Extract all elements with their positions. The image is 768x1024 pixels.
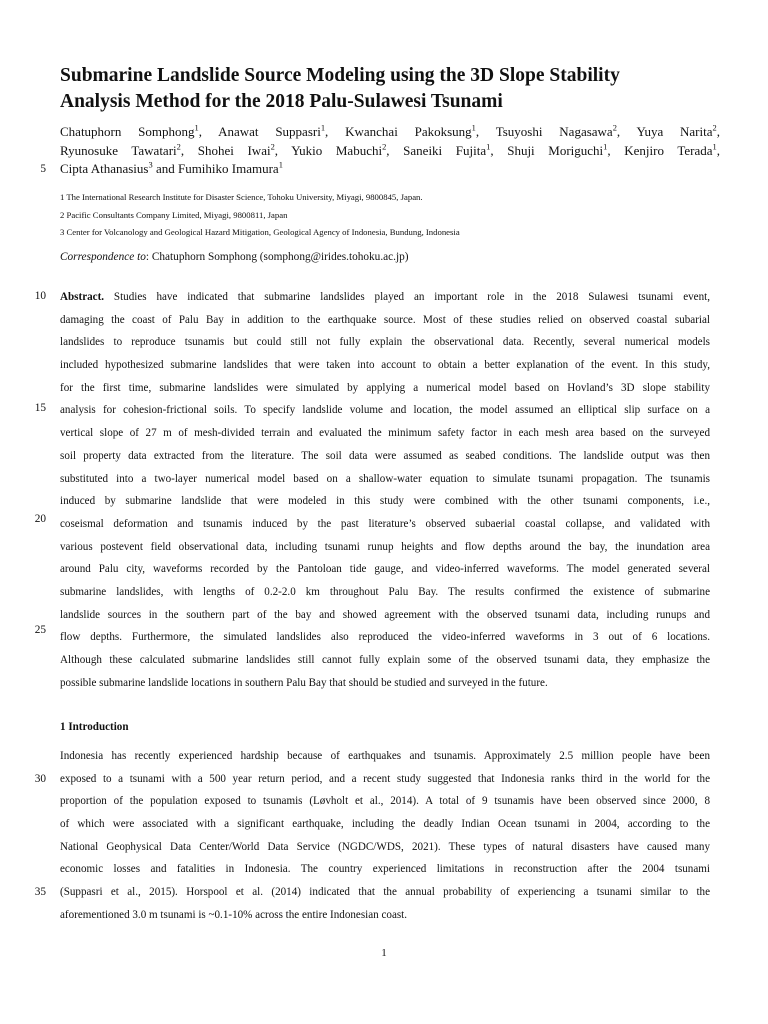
author-name: Fumihiko Imamura	[177, 161, 279, 176]
author-aff: 1	[603, 141, 608, 152]
intro-line: (Suppasri et al., 2015). Horspool et al. (2014) indicated that the annual probability of experiencing a tsunami similar to the	[60, 886, 710, 899]
author-connector: and	[155, 161, 175, 176]
title-line-1: Submarine Landslide Source Modeling using the 3D Slope Stability	[60, 65, 620, 86]
author-aff: 1	[712, 141, 717, 152]
intro-line: aforementioned 3.0 m tsunami is ~0.1-10% across the entire Indonesian coast.	[60, 908, 408, 921]
abstract-line: submarine landslides, with lengths of 0.2-2.0 km throughout Palu Bay. The results confirmed the existence of submarine	[60, 585, 710, 598]
intro-line: economic losses and fatalities in Indonesia. The country experienced limitations in reconstruction after the 2004 tsunami	[60, 863, 710, 876]
abstract-line: damaging the coast of Palu Bay in addition to the earthquake source. Most of these studies relied on observed coastal subarial	[60, 313, 710, 326]
abstract-line: Abstract. Studies have indicated that submarine landslides played an important role in the 2018 Sulawesi tsunami event,	[60, 291, 710, 303]
introduction-paragraph	[60, 745, 710, 927]
affiliation-3: 3 Center for Volcanology and Geological Hazard Mitigation, Geological Agency of Indonesia, Bundung, Indonesia	[60, 227, 460, 237]
line-number-20: 20	[34, 513, 46, 525]
intro-line: Indonesia has recently experienced hardship because of earthquakes and tsunamis. Approximately 2.5 million people have been	[60, 750, 710, 762]
line-number-30: 30	[34, 773, 46, 785]
abstract-line: coseismal deformation and tsunamis induced by the past literature’s observed subaerial coastal collapse, and validated with	[60, 517, 710, 530]
affiliation-1: 1 The International Research Institute for Disaster Science, Tohoku University, Miyagi, 9800845, Japan.	[60, 192, 423, 202]
author-name: Shuji Moriguchi	[507, 142, 604, 158]
author-line-3	[60, 160, 720, 179]
abstract-line: soil property data extracted from the literature. The soil data were assumed as seabed conditions. The landslide output was then	[60, 449, 710, 462]
abstract-line: included hypothesized submarine landslides that were taken into account to obtain a better explanation of the event. In this study,	[60, 359, 710, 372]
author-aff: 2	[382, 141, 387, 152]
author-name: Anawat Suppasri	[218, 124, 321, 139]
author-aff: 2	[612, 122, 617, 133]
line-number-5: 5	[40, 163, 46, 175]
author-name: Cipta Athanasius	[60, 161, 149, 176]
author-name: Shohei Iwai	[197, 142, 271, 158]
author-line-1: Chatuphorn Somphong$^1$, Anawat Suppasri$^1$, Kwanchai Pakoksung$^1$, Tsuyoshi Nagasawa$^2$, Yuya Narita$^2$,	[60, 122, 720, 139]
abstract-line: landslides to reproduce tsunamis but could still not fully explain the observational data. Recently, several numerical models	[60, 336, 710, 349]
author-list	[60, 123, 720, 179]
line-number-15: 15	[34, 402, 46, 414]
author-name: Kenjiro Terada	[624, 142, 713, 158]
author-name: Kwanchai Pakoksung	[345, 124, 472, 139]
abstract-line: induced by submarine landslide that were modeled in this study were combined with the other tsunami components, i.e.,	[60, 495, 710, 508]
title-line-2: Analysis Method for the 2018 Palu-Sulawesi Tsunami	[60, 91, 503, 112]
correspondence	[60, 251, 720, 263]
abstract-line: around Palu city, waveforms recorded by the Pantoloan tide gauge, and video-inferred waveforms. The model generated several	[60, 563, 710, 576]
line-number-10: 10	[34, 290, 46, 302]
intro-line: exposed to a tsunami with a 500 year return period, and a recent study suggested that Indonesia ranks third in the world for the	[60, 772, 710, 785]
abstract-line: for the first time, submarine landslides were simulated by applying a numerical model based on Hovland’s 3D slope stability	[60, 381, 710, 394]
abstract-line: vertical slope of 27 m of mesh-divided terrain and evaluated the minimum safety factor in each mesh area based on the surveyed	[60, 427, 710, 440]
author-name: Saneiki Fujita	[403, 142, 487, 158]
author-name: Yuya Narita	[636, 124, 713, 139]
author-aff: 2	[176, 141, 181, 152]
paper-title	[60, 63, 720, 115]
section-heading-introduction: 1 Introduction	[60, 721, 129, 733]
line-number-35: 35	[34, 886, 46, 898]
author-aff: 1	[486, 141, 491, 152]
intro-line: National Geophysical Data Center/World Data Service (NGDC/WDS, 2021). These types of natural disasters have caused many	[60, 840, 710, 853]
author-aff: 2	[712, 122, 717, 133]
abstract-line: flow depths. Furthermore, the simulated landslides also reproduced the video-inferred waveforms in 3 out of 6 locations.	[60, 631, 710, 644]
correspondence-text: : Chatuphorn Somphong (somphong@irides.tohoku.ac.jp)	[145, 251, 409, 263]
abstract-line: Although these calculated submarine landslides still cannot fully explain some of the observed tsunami data, they emphasize the	[60, 654, 710, 666]
abstract-line: substituted into a two-layer numerical model based on a shallow-water equation to simulate tsunami propagation. The tsunamis	[60, 472, 710, 485]
author-name: Tsuyoshi Nagasawa	[495, 124, 613, 139]
author-aff: 1	[320, 122, 326, 133]
author-aff: 2	[270, 141, 275, 152]
author-aff: 1	[278, 159, 283, 170]
author-line-2: Ryunosuke Tawatari$^2$, Shohei Iwai$^2$, Yukio Mabuchi$^2$, Saneiki Fujita$^1$, Shuji Moriguchi$^1$, Kenjiro Terada$^1$,	[60, 141, 720, 158]
author-aff: 1	[194, 122, 199, 133]
abstract-line: landslide sources in the southern part of the bay and showed agreement with the observed tsunami data, including runups and	[60, 608, 710, 621]
author-name: Chatuphorn Somphong	[60, 124, 195, 139]
author-name: Ryunosuke Tawatari	[60, 142, 177, 158]
affiliation-2: 2 Pacific Consultants Company Limited, Miyagi, 9800811, Japan	[60, 210, 288, 220]
line-number-25: 25	[34, 624, 46, 636]
author-aff: 3	[148, 159, 153, 170]
correspondence-label: Correspondence to	[60, 251, 146, 263]
abstract-line: various postevent field observational data, including tsunami runup heights and flow depths around the bay, the inundation area	[60, 540, 710, 553]
abstract-label: Abstract.	[60, 291, 105, 303]
intro-line: proportion of the population exposed to tsunamis (Løvholt et al., 2014). A total of 9 tsunamis have been observed since 2000, 8	[60, 795, 710, 808]
page-number: 1	[381, 947, 387, 959]
author-name: Yukio Mabuchi	[291, 142, 383, 158]
author-aff: 1	[471, 122, 476, 133]
abstract	[60, 286, 710, 694]
intro-line: of which were associated with a significant earthquake, including the deadly Indian Ocean tsunami in 2004, according to the	[60, 818, 710, 831]
abstract-line: analysis for cohesion-frictional soils. To specify landslide volume and location, the model assumed an elliptical slip surface on a	[60, 404, 710, 417]
abstract-line: possible submarine landslide locations in southern Palu Bay that should be studied and surveyed in the future.	[60, 676, 548, 689]
